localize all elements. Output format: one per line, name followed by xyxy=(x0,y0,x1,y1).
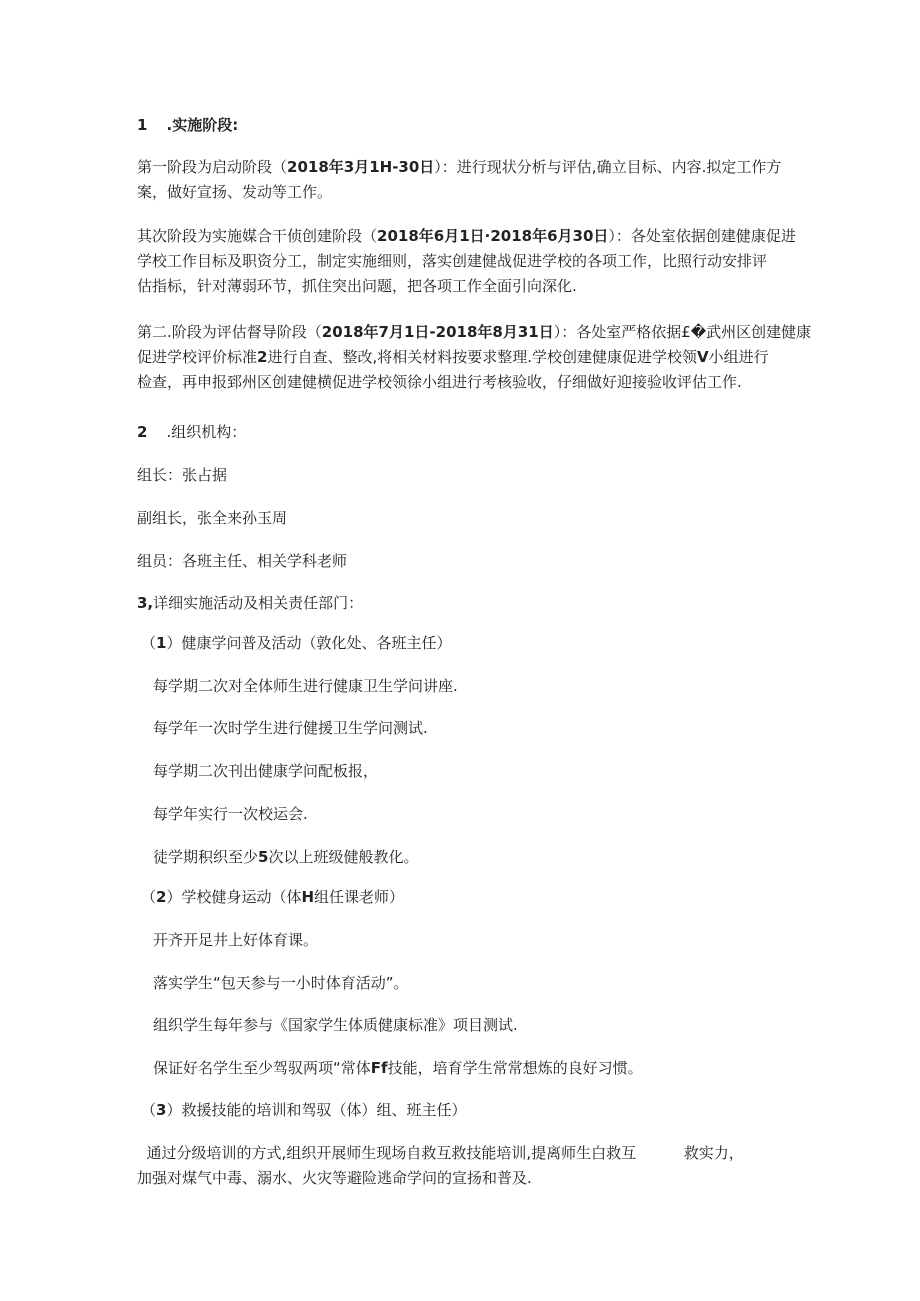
section-1-title: .实施阶段: xyxy=(166,116,239,134)
section-3-title: 详细实施活动及相关责任部门： xyxy=(153,594,364,612)
phase-3-paragraph xyxy=(137,320,812,395)
section-3-number: 3, xyxy=(137,594,154,612)
sub-3-line-1-b: 救实力， xyxy=(683,1144,744,1162)
sub-3-paren: （ xyxy=(141,1101,157,1119)
deputy-line: 副组长，张全来孙玉周 xyxy=(137,509,288,527)
sub-2-text-c: H xyxy=(301,888,315,906)
section-2-title: .组织机构： xyxy=(166,423,247,441)
phase-2-date: 2018年6月1日·2018年6月30日 xyxy=(377,227,609,245)
sub-2-item-4-c: 技能，培育学生常常想炼的良好习惯。 xyxy=(387,1059,643,1077)
phase-1-text-a: 第一阶段为启动阶段（ xyxy=(137,158,288,176)
members-line: 组员：各班主任、相关学科老师 xyxy=(137,552,348,570)
phase-3-line-1 xyxy=(137,320,812,345)
phase-3-text-c: ）：各处室严格依据£�武州区创建健康 xyxy=(553,323,812,341)
sub-2-item-1: 开齐开足井上好体育课。 xyxy=(153,931,319,949)
sub-2-item-4-a: 保证好名学生至少驾驭两项“常体 xyxy=(153,1059,371,1077)
phase-1-line-1 xyxy=(137,155,787,180)
phase-1-paragraph xyxy=(137,155,787,205)
phase-2-line-1 xyxy=(137,224,796,249)
sub-3-paragraph xyxy=(137,1141,787,1191)
leader-line: 组长：张占据 xyxy=(137,466,228,484)
sub-1-item-1: 每学期二次对全体师生进行健康卫生学问讲座. xyxy=(153,677,458,695)
phase-2-line-2: 学校工作目标及职资分工，制定实施细则，落实创建健战促进学校的各项工作，比照行动安排评 xyxy=(137,252,768,270)
sub-1-number: 1 xyxy=(156,634,167,652)
sub-1-item-5 xyxy=(153,845,803,870)
sub-1-item-4: 每学年实行一次校运会. xyxy=(153,805,308,823)
phase-3-date: 2018年7月1日-2018年8月31日 xyxy=(321,323,554,341)
sub-3-line-1 xyxy=(137,1141,787,1166)
sub-2-item-4-b: Ff xyxy=(370,1059,388,1077)
sub-1-item-5-a: 徒学期积织至少 xyxy=(153,848,259,866)
phase-3-line-3: 检查，再申报郅州区创建健横促进学校领徐小组进行考核验收，仔细做好迎接验收评估工作. xyxy=(137,373,742,391)
sub-1-paren: （ xyxy=(141,634,157,652)
sub-1-title xyxy=(141,631,791,656)
phase-1-line-2: 案，做好宣扬、发动等工作。 xyxy=(137,183,333,201)
section-2-heading xyxy=(137,420,787,445)
phase-3-text-2d: V xyxy=(697,348,709,366)
sub-2-item-4 xyxy=(153,1056,803,1081)
sub-1-item-5-c: 次以上班级健般教化。 xyxy=(268,848,419,866)
phase-3-line-2 xyxy=(137,345,787,370)
sub-1-text: ）健康学问普及活动（敦化处、各班主任） xyxy=(166,634,452,652)
sub-1-item-2: 每学年一次时学生进行健援卫生学问测试. xyxy=(153,719,428,737)
sub-1-item-5-b: 5 xyxy=(258,848,269,866)
section-1-number: 1 xyxy=(137,116,148,134)
phase-3-text-2a: 促进学校评价标准 xyxy=(137,348,258,366)
phase-2-line-3: 估指标，针对薄弱环节，抓住突出问题，把各项工作全面引向深化. xyxy=(137,277,577,295)
phase-1-text-c: ）：进行现状分析与评估,确立目标、内容.拟定工作方 xyxy=(434,158,782,176)
sub-2-item-2: 落实学生“包天参与一小时体育活动”。 xyxy=(153,974,409,992)
sub-3-line-2: 加强对煤气中毒、溺水、火灾等避险逃命学问的宣扬和普及. xyxy=(137,1169,532,1187)
sub-2-item-3: 组织学生每年参与《国家学生体质健康标准》项目测试. xyxy=(153,1016,518,1034)
sub-3-title xyxy=(141,1098,791,1123)
sub-2-text-b: ）学校健身运动（体 xyxy=(166,888,302,906)
sub-3-number: 3 xyxy=(156,1101,167,1119)
phase-2-paragraph xyxy=(137,224,796,299)
phase-3-text-a: 第二.阶段为评估督导阶段（ xyxy=(137,323,322,341)
sub-3-text: ）救援技能的培训和驾驭（体）组、班主任） xyxy=(166,1101,467,1119)
sub-2-text-d: 组任课老师） xyxy=(314,888,405,906)
sub-2-paren: （ xyxy=(141,888,157,906)
sub-1-item-3: 每学期二次刊出健康学问配板报， xyxy=(153,762,379,780)
section-3-heading xyxy=(137,591,787,616)
section-1-heading xyxy=(137,113,787,138)
phase-3-text-2e: 小组进行 xyxy=(708,348,769,366)
phase-3-text-2c: 进行自查、整改,将相关材料按要求整理.学校创建健康促进学校领 xyxy=(267,348,697,366)
sub-2-number: 2 xyxy=(156,888,167,906)
phase-3-text-2b: 2 xyxy=(257,348,268,366)
sub-3-line-1-a: 通过分级培训的方式,组织开展师生现场自救互救技能培训,提离师生白救互 xyxy=(146,1144,637,1162)
section-2-number: 2 xyxy=(137,423,148,441)
phase-1-date: 2018年3月1H-30日 xyxy=(287,158,435,176)
phase-2-text-c: ）：各处室依据创建健康促进 xyxy=(608,227,796,245)
sub-2-title xyxy=(141,885,791,910)
phase-2-text-a: 其次阶段为实施媒合干侦创建阶段（ xyxy=(137,227,378,245)
